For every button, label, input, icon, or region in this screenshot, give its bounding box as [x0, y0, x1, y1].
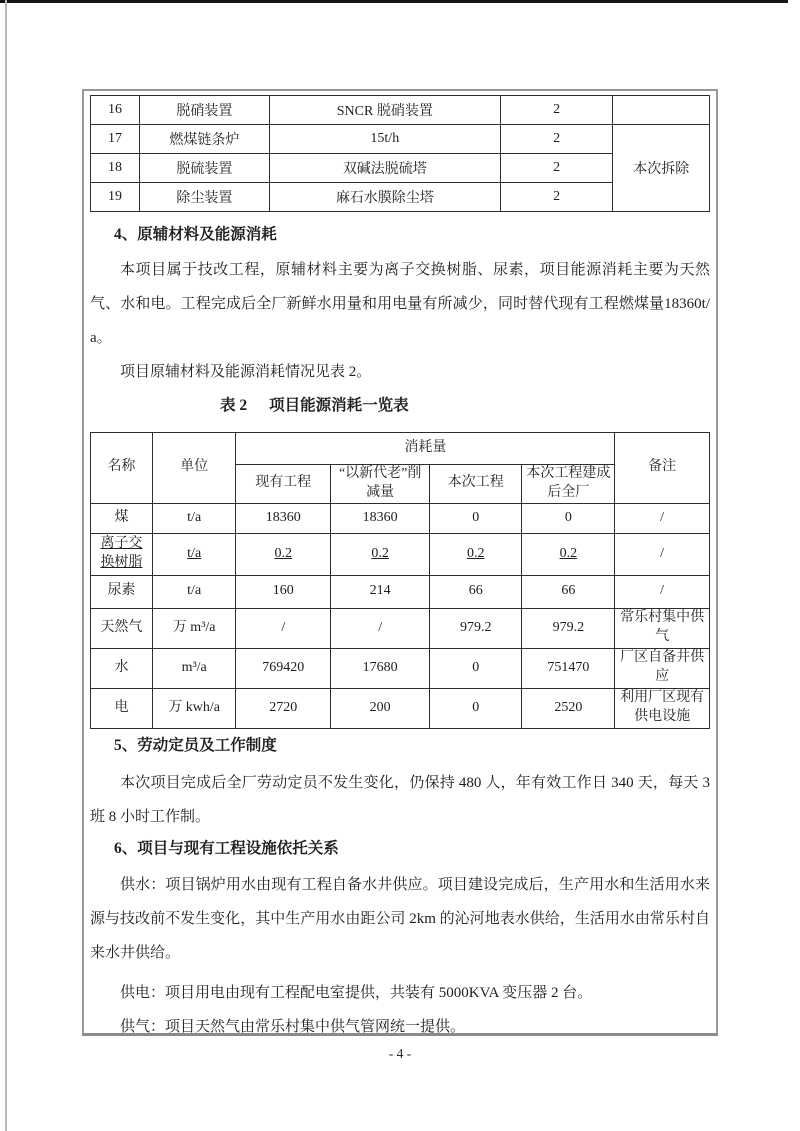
cell-existing: 2720 [236, 688, 331, 728]
cell-current: 979.2 [430, 608, 522, 648]
table-row [91, 608, 710, 648]
page-number: - 4 - [388, 1046, 412, 1061]
cell-existing: 160 [236, 575, 331, 608]
table-2-caption-label: 表 2 [220, 397, 248, 414]
section-4-paragraph-2: 项目原辅材料及能源消耗情况见表 2。 [120, 364, 372, 380]
col-header-current: 本次工程 [430, 465, 522, 504]
cell-spec: 双碱法脱硫塔 [269, 154, 500, 183]
col-header-offset: “以新代老”削减量 [331, 465, 430, 504]
cell-after: 751470 [522, 648, 615, 688]
cell-offset: 0.2 [331, 533, 430, 575]
cell-current: 0.2 [430, 533, 522, 575]
cell-spec: 15t/h [269, 125, 500, 154]
cell-remark: 利用厂区现有供电设施 [615, 688, 710, 728]
cell-name: 燃煤链条炉 [139, 125, 269, 154]
cell-remark-empty [613, 96, 710, 125]
cell-offset: 214 [331, 575, 430, 608]
cell-no: 19 [91, 183, 140, 212]
cell-remark: / [615, 503, 710, 533]
cell-no: 17 [91, 125, 140, 154]
cell-name: 天然气 [91, 608, 153, 648]
table-2-caption [90, 391, 710, 421]
document-frame [82, 89, 718, 1036]
cell-merged-remark: 本次拆除 [613, 125, 710, 212]
cell-name: 水 [91, 648, 153, 688]
cell-after: 2520 [522, 688, 615, 728]
cell-name: 离子交换树脂 [91, 533, 153, 575]
section-5-paragraph: 本次项目完成后全厂劳动定员不发生变化，仍保持 480 人，年有效工作日 340 天，每天 3 班 8 小时工作制。 [90, 774, 710, 825]
cell-remark: 厂区自备井供应 [615, 648, 710, 688]
cell-unit: t/a [152, 503, 236, 533]
col-header-name: 名称 [91, 433, 153, 504]
cell-name: 脱硝装置 [139, 96, 269, 125]
equipment-table [90, 95, 710, 212]
gas-supply-paragraph: 供气：项目天然气由常乐村集中供气管网统一提供。 [120, 1018, 466, 1035]
scan-edge-top [0, 0, 788, 3]
table-row [91, 125, 710, 154]
cell-after: 66 [522, 575, 615, 608]
cell-name: 尿素 [91, 575, 153, 608]
cell-unit: 万 m³/a [152, 608, 236, 648]
section-heading-6: 6、项目与现有工程设施依托关系 [114, 839, 339, 857]
cell-remark: 常乐村集中供气 [615, 608, 710, 648]
cell-spec: 麻石水膜除尘塔 [269, 183, 500, 212]
table-2-caption-title: 项目能源消耗一览表 [269, 397, 409, 414]
table-row [91, 688, 710, 728]
col-header-existing: 现有工程 [236, 465, 331, 504]
cell-qty: 2 [500, 125, 613, 154]
cell-current: 0 [430, 503, 522, 533]
col-header-consumption: 消耗量 [236, 433, 615, 465]
cell-qty: 2 [500, 183, 613, 212]
table-row [91, 96, 710, 125]
cell-name: 除尘装置 [139, 183, 269, 212]
cell-unit: 万 kwh/a [152, 688, 236, 728]
header-row [91, 433, 710, 465]
cell-qty: 2 [500, 154, 613, 183]
cell-offset: 17680 [331, 648, 430, 688]
col-header-unit: 单位 [152, 433, 236, 504]
cell-current: 0 [430, 648, 522, 688]
cell-offset: 18360 [331, 503, 430, 533]
cell-existing: 769420 [236, 648, 331, 688]
power-supply-paragraph: 供电：项目用电由现有工程配电室提供，共装有 5000KVA 变压器 2 台。 [120, 984, 593, 1001]
cell-existing: 18360 [236, 503, 331, 533]
table-row [91, 648, 710, 688]
cell-no: 16 [91, 96, 140, 125]
col-header-after: 本次工程建成后全厂 [522, 465, 615, 504]
cell-unit: t/a [152, 575, 236, 608]
scan-edge-left [5, 0, 7, 1131]
section-heading-4: 4、原辅材料及能源消耗 [114, 226, 277, 243]
cell-remark: / [615, 575, 710, 608]
cell-remark: / [615, 533, 710, 575]
cell-name: 脱硫装置 [139, 154, 269, 183]
table-row [91, 503, 710, 533]
energy-consumption-table [90, 432, 710, 729]
col-header-remark: 备注 [615, 433, 710, 504]
cell-current: 0 [430, 688, 522, 728]
section-4-paragraph: 本项目属于技改工程，原辅材料主要为离子交换树脂、尿素，项目能源消耗主要为天然气、水和电。工程完成后全厂新鲜水用量和用电量有所减少，同时替代现有工程燃煤量18360t/a。 [90, 262, 710, 346]
cell-after: 0.2 [522, 533, 615, 575]
cell-existing: / [236, 608, 331, 648]
cell-current: 66 [430, 575, 522, 608]
cell-qty: 2 [500, 96, 613, 125]
table-row [91, 575, 710, 608]
section-heading-5: 5、劳动定员及工作制度 [114, 736, 277, 754]
cell-unit: t/a [152, 533, 236, 575]
cell-unit: m³/a [152, 648, 236, 688]
cell-after: 0 [522, 503, 615, 533]
cell-name: 电 [91, 688, 153, 728]
cell-after: 979.2 [522, 608, 615, 648]
cell-no: 18 [91, 154, 140, 183]
water-supply-paragraph: 供水：项目锅炉用水由现有工程自备水井供应。项目建设完成后，生产用水和生活用水来源与技改前不发生变化，其中生产用水由距公司 2km 的沁河地表水供给，生活用水由常乐村自来水井供给。 [90, 876, 710, 961]
cell-offset: / [331, 608, 430, 648]
cell-existing: 0.2 [236, 533, 331, 575]
table-row-highlighted [91, 533, 710, 575]
cell-spec: SNCR 脱硝装置 [269, 96, 500, 125]
cell-offset: 200 [331, 688, 430, 728]
cell-name: 煤 [91, 503, 153, 533]
